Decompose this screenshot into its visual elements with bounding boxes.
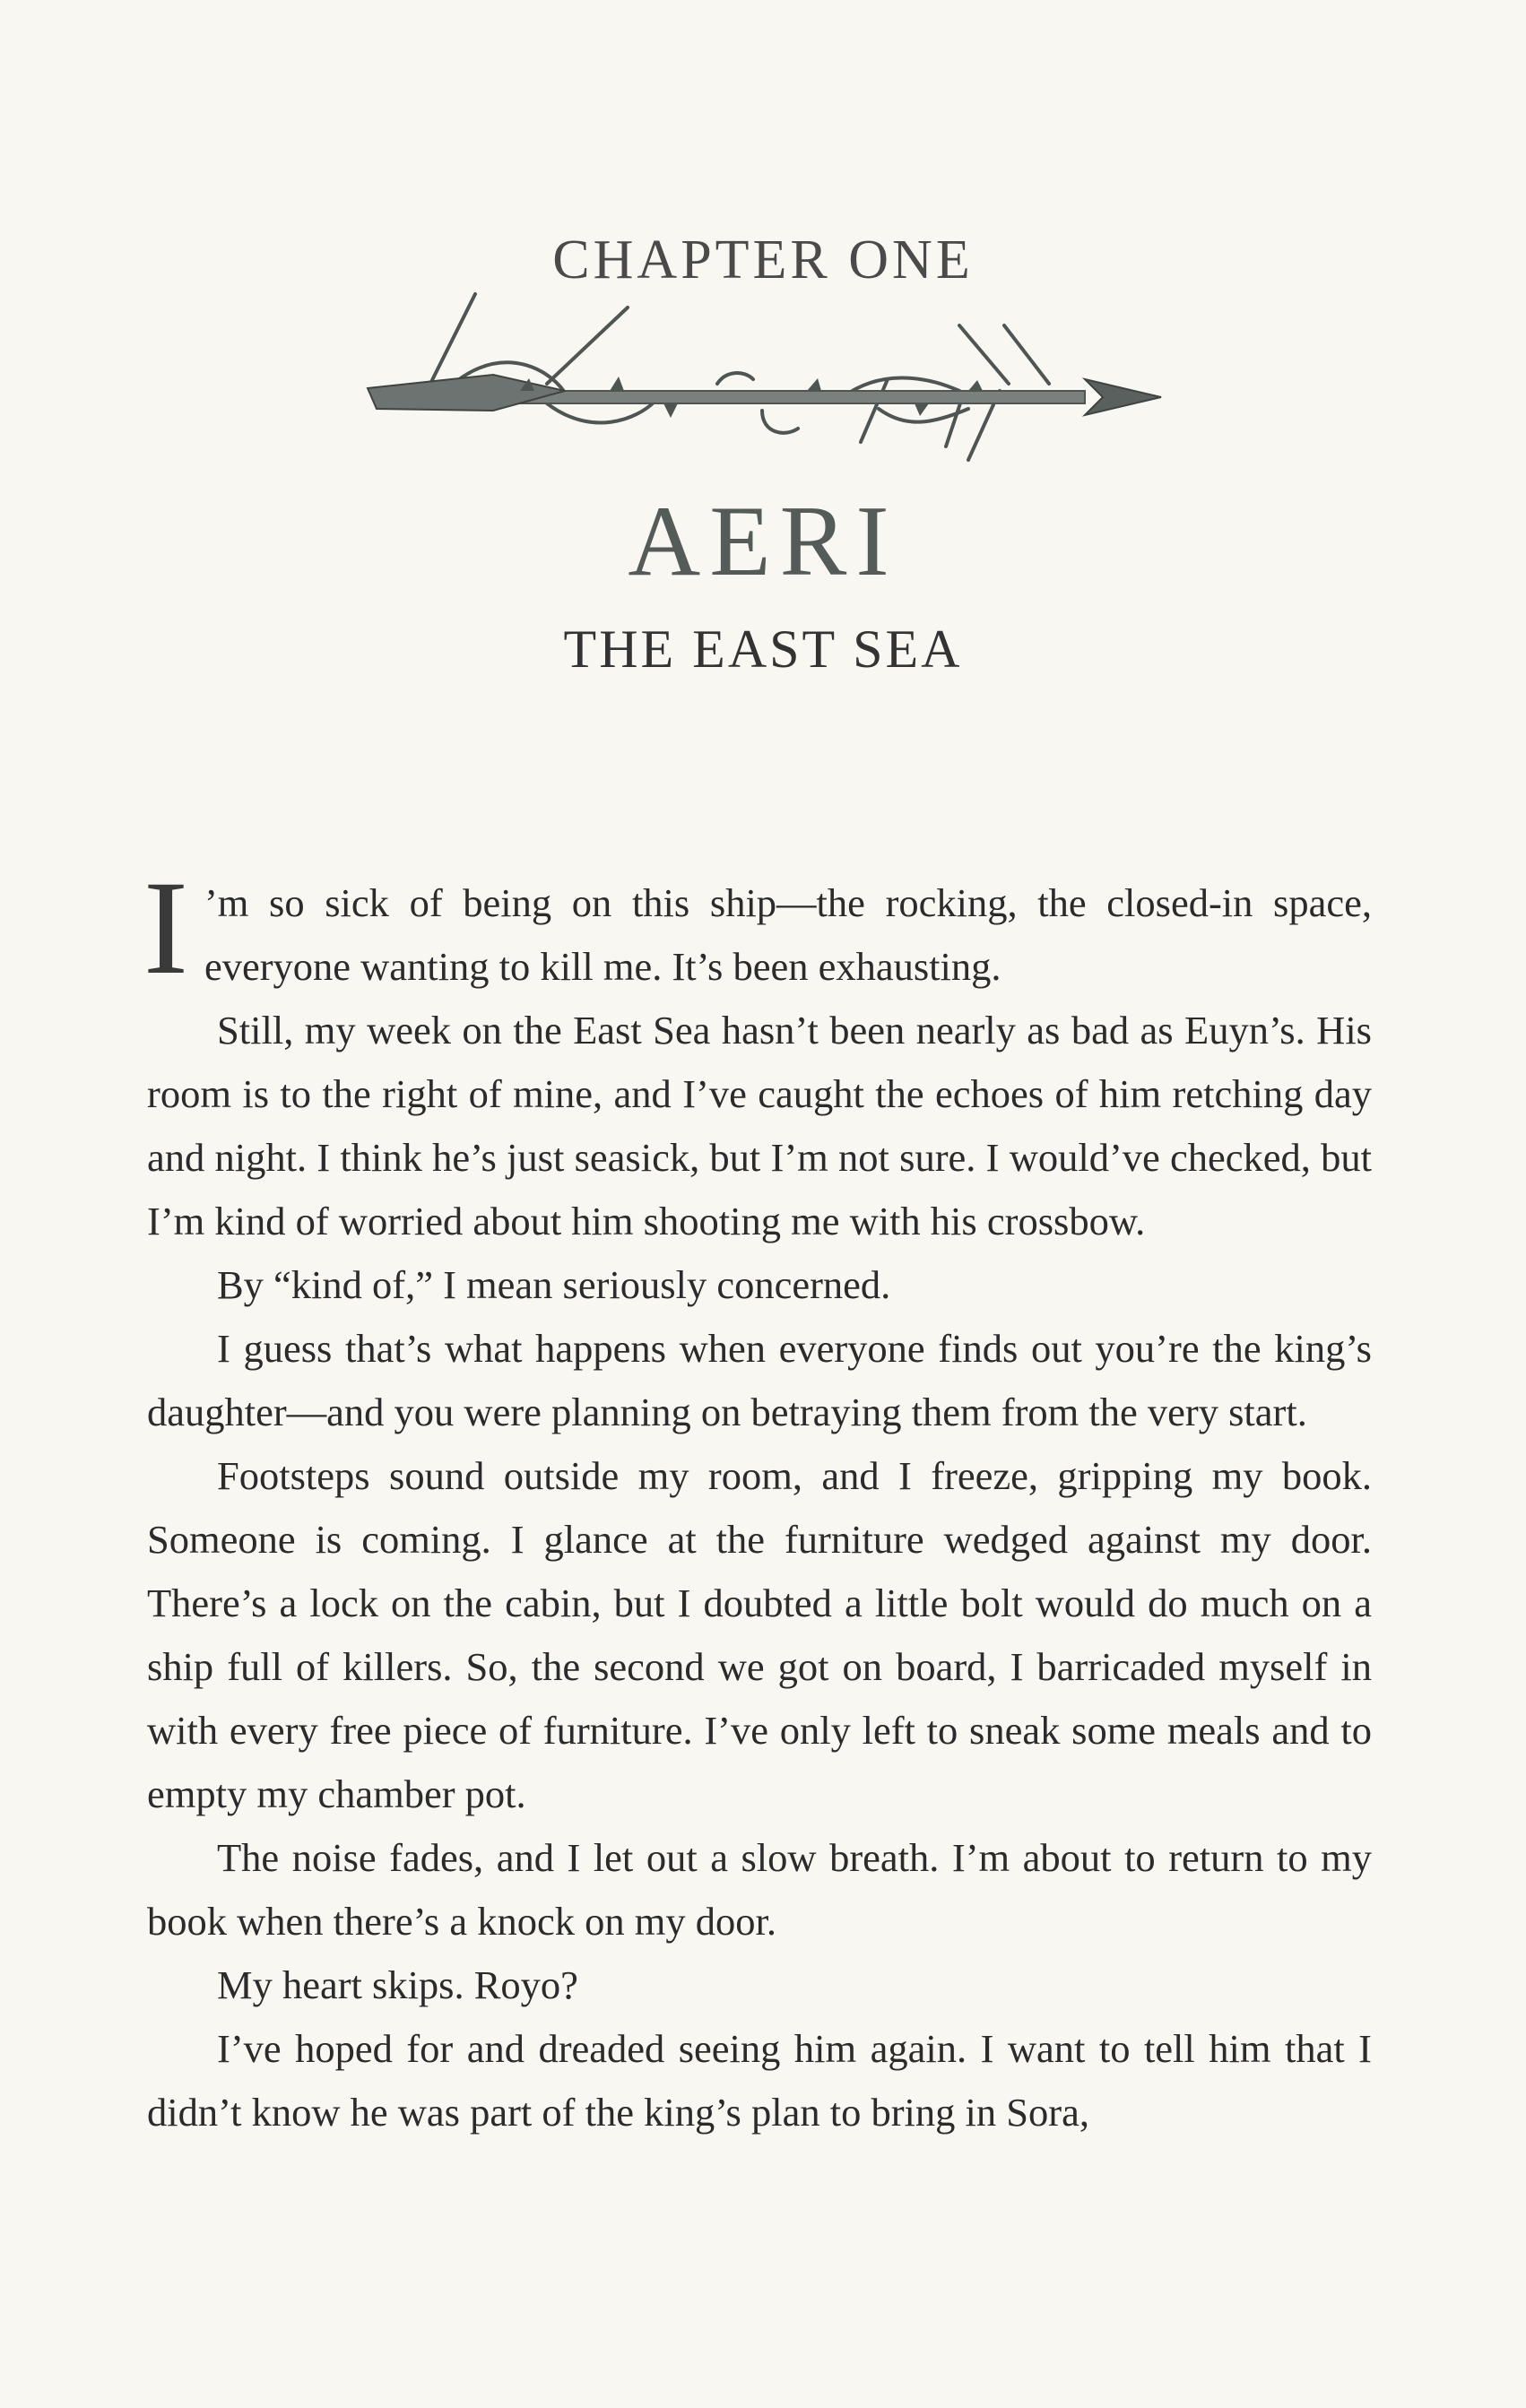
paragraph-2: Still, my week on the East Sea hasn’t been nearly as bad as Euyn’s. His room is to the right of mine, and I’ve caught the echoes of him retching day and night. I think he’s just seasick, but I’m not sure. I would’ve checked, but I’m kind of worried about him shooting me with his crossbow. <box>147 1008 1372 1243</box>
chapter-body <box>143 853 1372 2144</box>
paragraph-1 <box>143 853 1372 1002</box>
paragraph-text: ’m so sick of being on this ship—the rocking, the closed-in space, everyone wanting to kill me. It’s been exhausting. <box>204 880 1372 989</box>
location-subtitle: THE EAST SEA <box>563 619 963 679</box>
character-name: AERI <box>628 486 898 597</box>
paragraph-7: My heart skips. Royo? <box>217 1962 578 2007</box>
paragraph-6: The noise fades, and I let out a slow breath. I’m about to return to my book when there’s a knock on my door. <box>147 1835 1372 1944</box>
paragraph-4: I guess that’s what happens when everyone finds out you’re the king’s daughter—and you were planning on betraying them from the very start. <box>147 1326 1372 1434</box>
paragraph-3: By “kind of,” I mean seriously concerned. <box>217 1262 891 1307</box>
paragraph-8: I’ve hoped for and dreaded seeing him again. I want to tell him that I didn’t know he was part of the king’s plan to bring in Sora, <box>147 2026 1372 2135</box>
drop-cap: I <box>143 853 188 1002</box>
paragraph-5: Footsteps sound outside my room, and I freeze, gripping my book. Someone is coming. I glance at the furniture wedged against my door. There’s a lock on the cabin, but I doubted a little bolt would do much on a ship full of killers. So, the second we got on board, I barricaded myself in with every free piece of furniture. I’ve only left to sneak some meals and to empty my chamber pot. <box>147 1453 1372 1816</box>
chapter-label: CHAPTER ONE <box>552 230 974 290</box>
thorned-arrow-icon <box>341 285 1184 491</box>
